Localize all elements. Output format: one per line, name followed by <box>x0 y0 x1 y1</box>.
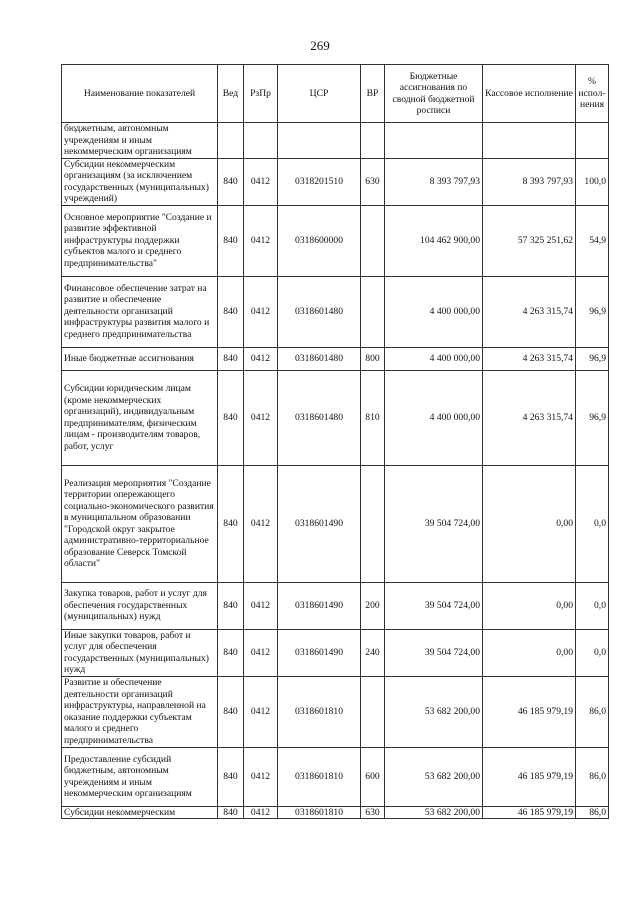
header-vr: ВР <box>361 65 385 123</box>
row-vr-cell: 600 <box>361 747 385 806</box>
row-percent-cell: 86,0 <box>576 747 609 806</box>
row-rzpr-cell: 0412 <box>244 747 278 806</box>
table-row <box>62 158 609 205</box>
row-cash-cell: 57 325 251,62 <box>483 205 576 276</box>
row-rzpr-cell: 0412 <box>244 582 278 629</box>
row-csr-cell <box>278 123 361 159</box>
row-cash-cell: 4 263 315,74 <box>483 276 576 347</box>
budget-execution-table <box>61 64 609 819</box>
table-header-row <box>62 65 609 123</box>
header-name: Наименование показателей <box>62 65 218 123</box>
row-rzpr-cell: 0412 <box>244 629 278 676</box>
row-name-cell: Развитие и обеспечение деятельности организаций инфраструктуры, направленной на оказание поддержки субъектам малого и среднего предпринимательства <box>62 676 218 747</box>
row-vr-cell <box>361 123 385 159</box>
header-csr: ЦСР <box>278 65 361 123</box>
row-percent-cell <box>576 123 609 159</box>
header-percent: % испол-нения <box>576 65 609 123</box>
row-name-cell: бюджетным, автономным учреждениям и иным некоммерческим организациям <box>62 123 218 159</box>
table-row <box>62 370 609 465</box>
row-vr-cell <box>361 465 385 582</box>
row-rzpr-cell: 0412 <box>244 158 278 205</box>
row-percent-cell: 96,9 <box>576 276 609 347</box>
row-ved-cell: 840 <box>218 806 244 819</box>
row-csr-cell: 0318601810 <box>278 676 361 747</box>
row-percent-cell: 0,0 <box>576 629 609 676</box>
row-budget-cell: 4 400 000,00 <box>385 370 483 465</box>
table-row <box>62 806 609 819</box>
row-cash-cell: 0,00 <box>483 629 576 676</box>
row-rzpr-cell: 0412 <box>244 465 278 582</box>
row-ved-cell: 840 <box>218 582 244 629</box>
page-number: 269 <box>310 38 330 53</box>
row-ved-cell: 840 <box>218 676 244 747</box>
row-rzpr-cell: 0412 <box>244 205 278 276</box>
row-cash-cell: 0,00 <box>483 465 576 582</box>
row-vr-cell: 630 <box>361 158 385 205</box>
row-budget-cell: 39 504 724,00 <box>385 582 483 629</box>
row-budget-cell <box>385 123 483 159</box>
row-name-cell: Реализация мероприятия "Создание территории опережающего социально-экономического развития в муниципальном образовании "Городской округ закрытое административно-территориальное образование Северск Томской области" <box>62 465 218 582</box>
row-name-cell: Основное мероприятие "Создание и развитие эффективной инфраструктуры поддержки субъектов малого и среднего предпринимательства" <box>62 205 218 276</box>
table-row <box>62 276 609 347</box>
row-budget-cell: 53 682 200,00 <box>385 676 483 747</box>
table-row <box>62 629 609 676</box>
row-cash-cell: 4 263 315,74 <box>483 370 576 465</box>
row-name-cell: Предоставление субсидий бюджетным, автономным учреждениям и иным некоммерческим организациям <box>62 747 218 806</box>
row-percent-cell: 54,9 <box>576 205 609 276</box>
header-ved: Вед <box>218 65 244 123</box>
row-rzpr-cell: 0412 <box>244 676 278 747</box>
row-name-cell: Иные бюджетные ассигнования <box>62 347 218 370</box>
row-vr-cell <box>361 205 385 276</box>
row-ved-cell: 840 <box>218 370 244 465</box>
row-vr-cell: 200 <box>361 582 385 629</box>
row-cash-cell: 0,00 <box>483 582 576 629</box>
row-budget-cell: 53 682 200,00 <box>385 806 483 819</box>
row-budget-cell: 104 462 900,00 <box>385 205 483 276</box>
row-percent-cell: 0,0 <box>576 582 609 629</box>
row-budget-cell: 4 400 000,00 <box>385 347 483 370</box>
row-vr-cell: 240 <box>361 629 385 676</box>
row-ved-cell <box>218 123 244 159</box>
row-name-cell: Иные закупки товаров, работ и услуг для обеспечения государственных (муниципальных) нужд <box>62 629 218 676</box>
row-budget-cell: 39 504 724,00 <box>385 465 483 582</box>
table-row <box>62 123 609 159</box>
header-rzpr: РзПр <box>244 65 278 123</box>
row-cash-cell <box>483 123 576 159</box>
row-csr-cell: 0318601480 <box>278 370 361 465</box>
row-name-cell: Закупка товаров, работ и услуг для обеспечения государственных (муниципальных) нужд <box>62 582 218 629</box>
row-budget-cell: 39 504 724,00 <box>385 629 483 676</box>
row-cash-cell: 46 185 979,19 <box>483 676 576 747</box>
row-vr-cell <box>361 676 385 747</box>
row-budget-cell: 8 393 797,93 <box>385 158 483 205</box>
row-ved-cell: 840 <box>218 158 244 205</box>
row-percent-cell: 100,0 <box>576 158 609 205</box>
row-ved-cell: 840 <box>218 205 244 276</box>
row-name-cell: Субсидии некоммерческим организациям (за исключением государственных (муниципальных) учреждений) <box>62 158 218 205</box>
row-csr-cell: 0318600000 <box>278 205 361 276</box>
table-row <box>62 347 609 370</box>
row-ved-cell: 840 <box>218 347 244 370</box>
row-rzpr-cell: 0412 <box>244 806 278 819</box>
row-csr-cell: 0318201510 <box>278 158 361 205</box>
row-percent-cell: 86,0 <box>576 806 609 819</box>
row-name-cell: Финансовое обеспечение затрат на развитие и обеспечение деятельности организаций инфраструктуры развития малого и среднего предпринимательства <box>62 276 218 347</box>
row-rzpr-cell: 0412 <box>244 276 278 347</box>
table-row <box>62 676 609 747</box>
table-row <box>62 747 609 806</box>
header-cash: Кассовое исполнение <box>483 65 576 123</box>
row-vr-cell: 810 <box>361 370 385 465</box>
row-percent-cell: 86,0 <box>576 676 609 747</box>
row-csr-cell: 0318601810 <box>278 806 361 819</box>
row-cash-cell: 46 185 979,19 <box>483 747 576 806</box>
table-row <box>62 582 609 629</box>
row-name-cell: Субсидии юридическим лицам (кроме некоммерческих организаций), индивидуальным предпринимателям, физическим лицам - производителям товаров, работ, услуг <box>62 370 218 465</box>
row-name-cell: Субсидии некоммерческим <box>62 806 218 819</box>
row-ved-cell: 840 <box>218 747 244 806</box>
row-ved-cell: 840 <box>218 465 244 582</box>
row-csr-cell: 0318601480 <box>278 276 361 347</box>
row-rzpr-cell <box>244 123 278 159</box>
row-cash-cell: 8 393 797,93 <box>483 158 576 205</box>
row-csr-cell: 0318601480 <box>278 347 361 370</box>
row-budget-cell: 53 682 200,00 <box>385 747 483 806</box>
row-vr-cell <box>361 276 385 347</box>
row-csr-cell: 0318601490 <box>278 582 361 629</box>
row-budget-cell: 4 400 000,00 <box>385 276 483 347</box>
row-csr-cell: 0318601490 <box>278 465 361 582</box>
row-rzpr-cell: 0412 <box>244 347 278 370</box>
row-vr-cell: 630 <box>361 806 385 819</box>
row-ved-cell: 840 <box>218 629 244 676</box>
header-budget: Бюджетные ассигнования по сводной бюджетной росписи <box>385 65 483 123</box>
row-percent-cell: 0,0 <box>576 465 609 582</box>
row-cash-cell: 46 185 979,19 <box>483 806 576 819</box>
row-cash-cell: 4 263 315,74 <box>483 347 576 370</box>
row-ved-cell: 840 <box>218 276 244 347</box>
table-row <box>62 465 609 582</box>
row-vr-cell: 800 <box>361 347 385 370</box>
row-rzpr-cell: 0412 <box>244 370 278 465</box>
row-percent-cell: 96,9 <box>576 370 609 465</box>
table-row <box>62 205 609 276</box>
row-csr-cell: 0318601490 <box>278 629 361 676</box>
row-csr-cell: 0318601810 <box>278 747 361 806</box>
row-percent-cell: 96,9 <box>576 347 609 370</box>
